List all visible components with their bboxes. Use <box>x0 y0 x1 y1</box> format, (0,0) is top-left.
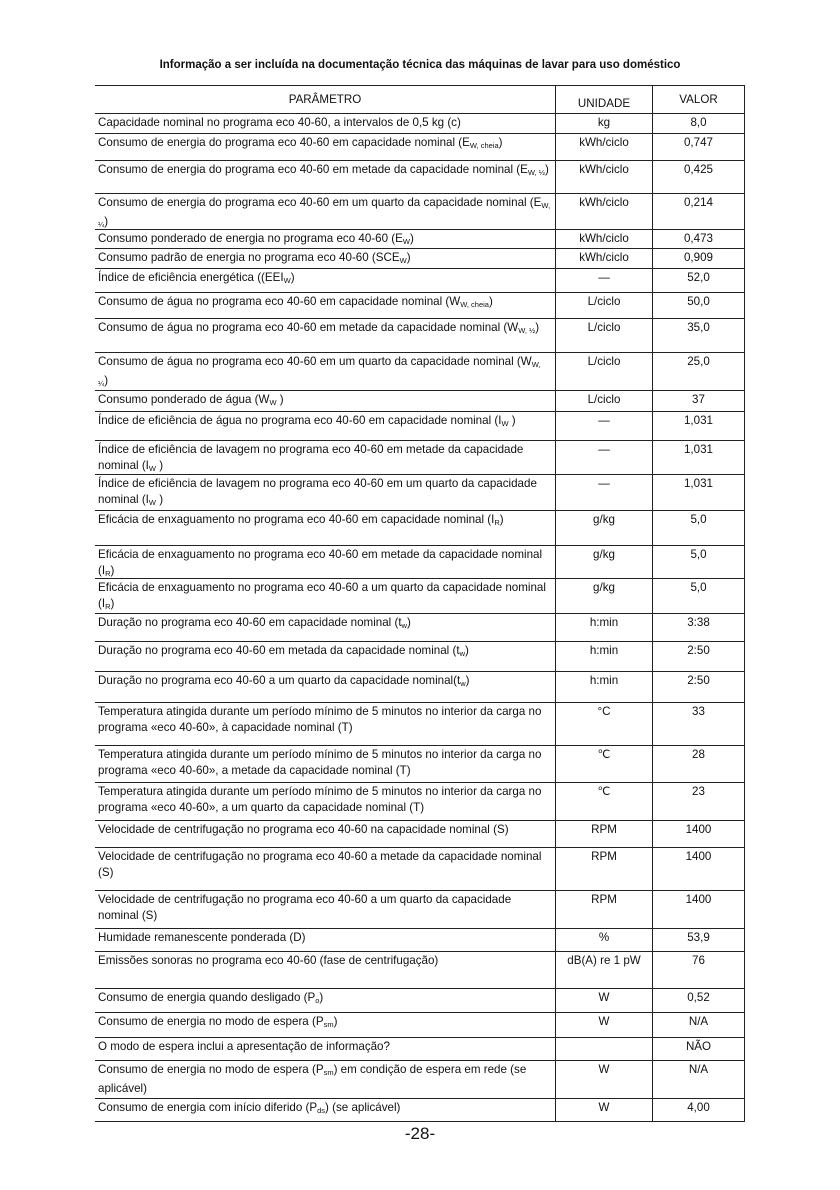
table-row <box>95 134 745 161</box>
table-row <box>95 293 745 319</box>
parameter-subscript: W, ½ <box>518 326 536 335</box>
value-cell: N/A <box>652 1061 745 1098</box>
unit-cell: W <box>555 1061 652 1098</box>
parameter-text: Eficácia de enxaguamento no programa eco 40-60 em metade da capacidade nominal (I <box>98 548 543 577</box>
parameter-text-suffix: ) <box>544 163 549 176</box>
parameter-cell <box>95 412 555 440</box>
parameter-text-suffix: ) <box>464 644 469 657</box>
parameter-text: Humidade remanescente ponderada (D) <box>98 931 306 944</box>
table-row <box>95 989 745 1013</box>
parameter-cell <box>95 703 555 745</box>
parameter-text: Duração no programa eco 40-60 a um quarto da capacidade nominal(t <box>98 674 461 687</box>
parameter-subscript: W <box>148 464 156 473</box>
parameter-cell <box>95 249 555 268</box>
parameter-subscript: W <box>402 237 410 246</box>
unit-cell: RPM <box>555 848 652 890</box>
unit-cell: kWh/ciclo <box>555 249 652 268</box>
parameter-cell <box>95 952 555 988</box>
header-unit: UNIDADE <box>555 86 652 113</box>
table-row <box>95 194 745 230</box>
table-row <box>95 821 745 848</box>
unit-cell: L/ciclo <box>555 319 652 352</box>
value-cell: 1,031 <box>652 412 745 440</box>
header-parameter: PARÂMETRO <box>288 93 362 106</box>
parameter-text: Consumo de energia quando desligado (P <box>98 991 316 1004</box>
parameter-cell <box>95 269 555 292</box>
table-row <box>95 1013 745 1038</box>
parameter-text: Eficácia de enxaguamento no programa eco 40-60 em capacidade nominal (I <box>98 513 495 526</box>
parameter-text-suffix: ) <box>406 251 411 264</box>
parameter-cell <box>95 134 555 160</box>
table-row <box>95 475 745 511</box>
parameter-text: Consumo padrão de energia no programa eco 40-60 (SCE <box>98 251 400 264</box>
parameter-text-suffix: ) <box>535 321 540 334</box>
table-row <box>95 672 745 703</box>
value-cell: 4,00 <box>652 1099 745 1121</box>
parameter-cell <box>95 783 555 820</box>
parameter-cell <box>95 642 555 671</box>
value-cell: 2:50 <box>652 642 745 671</box>
table-row <box>95 249 745 269</box>
table-row <box>95 891 745 929</box>
unit-cell: — <box>555 475 652 510</box>
table-row <box>95 1099 745 1122</box>
value-cell: 5,0 <box>652 579 745 613</box>
parameter-cell <box>95 230 555 248</box>
unit-cell: kWh/ciclo <box>555 134 652 160</box>
value-cell: 1400 <box>652 821 745 847</box>
parameter-cell <box>95 441 555 474</box>
document-title: Informação a ser incluída na documentação técnica das máquinas de lavar para uso doméstico <box>159 59 681 71</box>
table-row <box>95 783 745 821</box>
value-cell: 53,9 <box>652 929 745 951</box>
value-cell: 0,214 <box>652 194 745 229</box>
parameter-subscript: w <box>460 679 466 688</box>
value-cell: 52,0 <box>652 269 745 292</box>
header-value: VALOR <box>652 86 745 113</box>
unit-cell: L/ciclo <box>555 353 652 390</box>
unit-cell: W <box>555 1099 652 1121</box>
value-cell: N/A <box>652 1013 745 1037</box>
unit-cell: — <box>555 412 652 440</box>
parameter-cell <box>95 989 555 1012</box>
parameter-text: Índice de eficiência energética ((EEI <box>98 271 284 284</box>
value-cell: 0,52 <box>652 989 745 1012</box>
parameter-text-suffix: ) <box>409 232 414 245</box>
parameter-text: Consumo de água no programa eco 40-60 em um quarto da capacidade nominal (W <box>98 355 532 368</box>
unit-cell: h:min <box>555 672 652 702</box>
unit-cell: h:min <box>555 642 652 671</box>
parameters-table <box>95 85 745 1122</box>
table-row <box>95 703 745 746</box>
value-cell: 5,0 <box>652 546 745 578</box>
parameter-text-suffix: ) <box>488 295 493 308</box>
parameter-text: Temperatura atingida durante um período mínimo de 5 minutos no interior da carga no programa «eco 40-60», a um quarto da capacidade nominal (T) <box>98 785 542 814</box>
value-cell: 28 <box>652 746 745 782</box>
parameter-text-suffix: ) <box>110 564 115 577</box>
parameter-cell <box>95 114 555 133</box>
value-cell: 1400 <box>652 848 745 890</box>
parameter-text: Capacidade nominal no programa eco 40-60, a intervalos de 0,5 kg (c) <box>98 116 461 129</box>
unit-cell: RPM <box>555 891 652 928</box>
parameter-cell <box>95 293 555 318</box>
parameter-text-suffix: ) <box>104 215 109 228</box>
parameter-text: Consumo de energia do programa eco 40-60 em um quarto da capacidade nominal (E <box>98 196 542 209</box>
unit-cell: °C <box>555 703 652 745</box>
parameter-text: Emissões sonoras no programa eco 40-60 (fase de centrifugação) <box>98 954 439 967</box>
parameter-subscript: sm <box>323 1020 334 1029</box>
parameter-cell <box>95 391 555 411</box>
parameter-cell <box>95 672 555 702</box>
parameter-cell <box>95 891 555 928</box>
unit-cell: kWh/ciclo <box>555 194 652 229</box>
parameter-text-suffix: ) <box>290 271 295 284</box>
table-row <box>95 391 745 412</box>
unit-cell <box>555 1038 652 1060</box>
value-cell: 2:50 <box>652 672 745 702</box>
parameter-subscript: W <box>283 276 291 285</box>
parameter-text: Duração no programa eco 40-60 em metada da capacidade nominal (t <box>98 644 460 657</box>
value-cell: 1400 <box>652 891 745 928</box>
parameter-subscript: ds <box>317 1106 326 1115</box>
value-cell: 1,031 <box>652 475 745 510</box>
parameter-text: Consumo ponderado de energia no programa eco 40-60 (E <box>98 232 403 245</box>
unit-cell: — <box>555 269 652 292</box>
unit-cell: dB(A) re 1 pW <box>555 952 652 988</box>
table-row <box>95 952 745 989</box>
table-row <box>95 1038 745 1061</box>
value-cell: NÃO <box>652 1038 745 1060</box>
parameter-text: Índice de eficiência de lavagem no programa eco 40-60 em um quarto da capacidade nominal (I <box>98 477 537 506</box>
parameter-text: Consumo de água no programa eco 40-60 em capacidade nominal (W <box>98 295 461 308</box>
parameter-cell <box>95 579 555 613</box>
parameter-subscript: W <box>148 498 156 507</box>
parameter-text-suffix: ) em condição de espera em rede (se aplicável) <box>98 1063 527 1095</box>
table-row <box>95 412 745 441</box>
parameter-text-suffix: ) <box>498 136 503 149</box>
unit-cell: ℃ <box>555 783 652 820</box>
parameter-text: Velocidade de centrifugação no programa eco 40-60 na capacidade nominal (S) <box>98 823 509 836</box>
parameter-subscript: W <box>269 398 277 407</box>
value-cell: 0,473 <box>652 230 745 248</box>
page-number: -28- <box>404 1124 436 1143</box>
parameter-text: Consumo de água no programa eco 40-60 em metade da capacidade nominal (W <box>98 321 519 334</box>
unit-cell: h:min <box>555 614 652 641</box>
value-cell: 0,747 <box>652 134 745 160</box>
parameter-cell <box>95 746 555 782</box>
value-cell: 23 <box>652 783 745 820</box>
table-row <box>95 579 745 614</box>
unit-cell: g/kg <box>555 511 652 545</box>
parameter-cell <box>95 1099 555 1121</box>
table-row <box>95 614 745 642</box>
parameter-cell <box>95 1038 555 1060</box>
unit-cell: L/ciclo <box>555 293 652 318</box>
parameter-subscript: W, ½ <box>527 168 545 177</box>
parameter-cell <box>95 511 555 545</box>
parameter-text: Consumo de energia do programa eco 40-60 em metade da capacidade nominal (E <box>98 163 528 176</box>
table-row <box>95 230 745 249</box>
unit-cell: L/ciclo <box>555 391 652 411</box>
table-row <box>95 929 745 952</box>
parameter-text-suffix: ) <box>110 597 115 610</box>
value-cell: 50,0 <box>652 293 745 318</box>
parameter-cell <box>95 161 555 193</box>
parameter-subscript: o <box>315 996 320 1005</box>
parameter-cell <box>95 194 555 229</box>
unit-cell: — <box>555 441 652 474</box>
parameter-subscript: W <box>501 419 509 428</box>
value-cell: 5,0 <box>652 511 745 545</box>
parameter-cell <box>95 353 555 390</box>
parameter-subscript: W, cheia <box>460 300 489 309</box>
parameter-cell <box>95 546 555 578</box>
table-row <box>95 848 745 891</box>
table-row <box>95 511 745 546</box>
unit-cell: % <box>555 929 652 951</box>
parameter-text: Duração no programa eco 40-60 em capacidade nominal (t <box>98 616 402 629</box>
parameter-text-suffix: ) <box>508 414 516 427</box>
parameter-text-suffix: ) <box>499 513 504 526</box>
parameter-text: Velocidade de centrifugação no programa eco 40-60 a metade da capacidade nominal (S) <box>98 850 542 879</box>
table-row <box>95 269 745 293</box>
unit-cell: RPM <box>555 821 652 847</box>
unit-cell: W <box>555 1013 652 1037</box>
unit-cell: g/kg <box>555 546 652 578</box>
parameter-subscript: W <box>399 256 407 265</box>
parameter-text: O modo de espera inclui a apresentação de informação? <box>98 1040 390 1053</box>
parameter-subscript: w <box>459 649 465 658</box>
value-cell: 76 <box>652 952 745 988</box>
value-cell: 33 <box>652 703 745 745</box>
parameter-text: Consumo de energia do programa eco 40-60 em capacidade nominal (E <box>98 136 470 149</box>
parameter-text-suffix: ) <box>333 1015 338 1028</box>
parameter-cell <box>95 848 555 890</box>
parameter-text: Índice de eficiência de lavagem no programa eco 40-60 em metade da capacidade nominal (I <box>98 443 524 472</box>
parameter-subscript: w <box>401 621 407 630</box>
parameter-text-suffix: ) <box>276 393 284 406</box>
parameter-text: Eficácia de enxaguamento no programa eco 40-60 a um quarto da capacidade nominal (I <box>98 581 546 610</box>
parameter-subscript: R <box>494 518 500 527</box>
parameter-cell <box>95 1013 555 1037</box>
parameter-cell <box>95 1061 555 1098</box>
parameter-text: Temperatura atingida durante um período mínimo de 5 minutos no interior da carga no programa «eco 40-60», a metade da capacidade nominal (T) <box>98 748 542 777</box>
table-row <box>95 441 745 475</box>
parameter-cell <box>95 821 555 847</box>
parameter-text: Velocidade de centrifugação no programa eco 40-60 a um quarto da capacidade nominal (S) <box>98 893 512 922</box>
parameter-cell <box>95 319 555 352</box>
value-cell: 37 <box>652 391 745 411</box>
parameter-text: Consumo de energia no modo de espera (P <box>98 1063 324 1076</box>
parameter-text-suffix: ) <box>156 493 164 506</box>
value-cell: 8,0 <box>652 114 745 133</box>
parameter-subscript: W, ¼ <box>98 360 541 388</box>
parameter-cell <box>95 614 555 641</box>
parameter-subscript: W, ¼ <box>98 201 551 229</box>
parameter-cell <box>95 929 555 951</box>
table-row <box>95 546 745 579</box>
table-row <box>95 746 745 783</box>
value-cell: 3:38 <box>652 614 745 641</box>
parameter-subscript: W, cheia <box>469 141 499 150</box>
table-row <box>95 353 745 391</box>
table-row <box>95 161 745 194</box>
unit-cell: g/kg <box>555 579 652 613</box>
value-cell: 25,0 <box>652 353 745 390</box>
parameter-text-suffix: ) <box>319 991 324 1004</box>
parameter-text-suffix: ) <box>104 374 109 387</box>
value-cell: 0,425 <box>652 161 745 193</box>
value-cell: 0,909 <box>652 249 745 268</box>
parameter-text-suffix: ) <box>406 616 411 629</box>
parameter-text: Consumo de energia no modo de espera (P <box>98 1015 324 1028</box>
table-row <box>95 319 745 353</box>
table-header <box>95 86 745 114</box>
value-cell: 1,031 <box>652 441 745 474</box>
table-row <box>95 1061 745 1099</box>
parameter-subscript: R <box>105 602 111 611</box>
parameter-text: Índice de eficiência de água no programa eco 40-60 em capacidade nominal (I <box>98 414 502 427</box>
unit-cell: ℃ <box>555 746 652 782</box>
parameter-text: Consumo de energia com início diferido (P <box>98 1101 318 1114</box>
unit-cell: W <box>555 989 652 1012</box>
table-row <box>95 114 745 134</box>
unit-cell: kg <box>555 114 652 133</box>
parameter-text: Consumo ponderado de água (W <box>98 393 270 406</box>
parameter-cell <box>95 475 555 510</box>
parameter-text: Temperatura atingida durante um período mínimo de 5 minutos no interior da carga no programa «eco 40-60», à capacidade nominal (T) <box>98 705 542 734</box>
unit-cell: kWh/ciclo <box>555 230 652 248</box>
parameter-subscript: R <box>105 569 111 578</box>
parameter-text-suffix: ) (se aplicável) <box>325 1101 401 1114</box>
parameter-text-suffix: ) <box>156 459 164 472</box>
parameter-text-suffix: ) <box>465 674 470 687</box>
unit-cell: kWh/ciclo <box>555 161 652 193</box>
value-cell: 35,0 <box>652 319 745 352</box>
parameter-subscript: sm <box>323 1068 334 1077</box>
table-row <box>95 642 745 672</box>
